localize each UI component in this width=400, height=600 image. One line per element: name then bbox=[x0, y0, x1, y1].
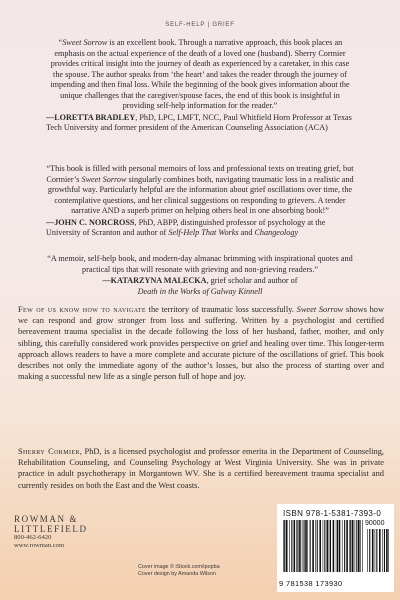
author-bio: Sherry Cormier, PhD, is a licensed psychologist and professor emerita in the Department of Counseling, Rehabilitation Counseling, and Counseling Psychology at West Virginia University. She was in private practice in adult psychotherapy in Morgantown WV. She is a certified bereavement trauma specialist and currently resides on both the East and the West coasts. bbox=[18, 447, 384, 490]
publisher-url[interactable]: www.rowman.com bbox=[14, 542, 65, 550]
blurb-norcross bbox=[46, 164, 354, 239]
isbn-barcode bbox=[277, 504, 394, 592]
publisher-block bbox=[14, 514, 88, 551]
book-description: Few of us know how to navigate the territory of traumatic loss successfully. Sweet Sorrow shows how we can respond and grow stronger from loss and suffering. Written by a psychologist and certified bereavement trauma specialist in the decade following the loss of her husband, father, mother, and only sibling, this carefully considered work provides perspective on grief and healing over time. This longer-term approach allows readers to have a more complete and accurate picture of the oscillations of grief. This book describes not only the immediate agony of the author’s losses, but also the process of starting over and making a successful new life as a single person full of hope and joy. bbox=[18, 305, 384, 382]
isbn-number: ISBN 978-1-5381-7393-0 bbox=[283, 509, 382, 518]
ean-number: 9 781538 173930 bbox=[279, 579, 343, 588]
blurb-attribution: —KATARZYNA MALECKA, grief scholar and author of Death in the Works of Galway Kinnell bbox=[102, 276, 298, 296]
blurb-attribution: —LORETTA BRADLEY, PhD, LPC, LMFT, NCC, Paul Whitfield Horn Professor at Texas Tech University and former president of the American Counseling Association (ACA) bbox=[46, 112, 352, 132]
price-addon-number: 90000 bbox=[365, 520, 385, 527]
book-title: Sweet Sorrow bbox=[81, 174, 127, 184]
addon-barcode-icon bbox=[367, 520, 389, 576]
description-lead: Few of us know how to navigate bbox=[18, 305, 146, 314]
category-label: SELF-HELP | GRIEF bbox=[165, 22, 235, 28]
book-title: “Sweet Sorrow bbox=[57, 38, 108, 47]
blurb-quote: “A memoir, self-help book, and modern-day almanac brimming with inspirational quotes and practical tips that will resonate with grieving and non-grieving readers.” bbox=[47, 254, 353, 274]
book-title: Sweet Sorrow bbox=[296, 305, 344, 314]
barcode-bars-icon bbox=[283, 520, 363, 576]
publisher-name: ROWMAN & bbox=[14, 514, 79, 524]
blurb-bradley bbox=[46, 38, 354, 134]
publisher-phone: 800-462-6420 bbox=[14, 534, 52, 541]
blurb-quote: “Sweet Sorrow is an excellent book. Through a narrative approach, this book places an emphasis on the actual experience of the death of a loved one (husband). Sherry Cormier provides critical insight into the journey of death as experienced by a caretaker, in this case the spouse. The author speaks from ‘the heart’ and takes the reader through the journey of impending and then final loss. While the beginning of the book gives information about the unique challenges that the caregiver/spouse faces, the end of this book is insightful in providing self-help information for the reader.” bbox=[50, 38, 350, 110]
blurb-quote: “This book is filled with personal memoirs of loss and professional texts on treating grief, but Cormier’s Sweet Sorrow singularly combines both, navigating traumatic loss in a realistic and growthful way. Particularly helpful are the information about grief oscillations over time, the contemplative questions, and her clinical suggestions on responding to grievers. A tender narrative AND a superb primer on helping others heal in one absorbing book!” bbox=[46, 164, 354, 215]
blurb-author: —KATARZYNA MALECKA bbox=[102, 276, 207, 285]
publisher-name-line2: LITTLEFIELD bbox=[14, 524, 88, 534]
cover-credits bbox=[138, 564, 220, 578]
blurb-author: —LORETTA BRADLEY bbox=[46, 112, 136, 122]
blurb-author: —JOHN C. NORCROSS bbox=[46, 217, 135, 227]
blurb-attribution: —JOHN C. NORCROSS, PhD, ABPP, distinguished professor of psychology at the University of Scranton and author of Self-Help That Works and Changeology bbox=[46, 217, 326, 237]
author-name: Sherry Cormier bbox=[18, 447, 80, 456]
blurb-malecka bbox=[46, 254, 354, 297]
cover-design-credit: Cover design by Amanda Wilson bbox=[138, 571, 216, 577]
cover-image-credit: Cover image © iStock.com/ipopba bbox=[138, 564, 220, 570]
